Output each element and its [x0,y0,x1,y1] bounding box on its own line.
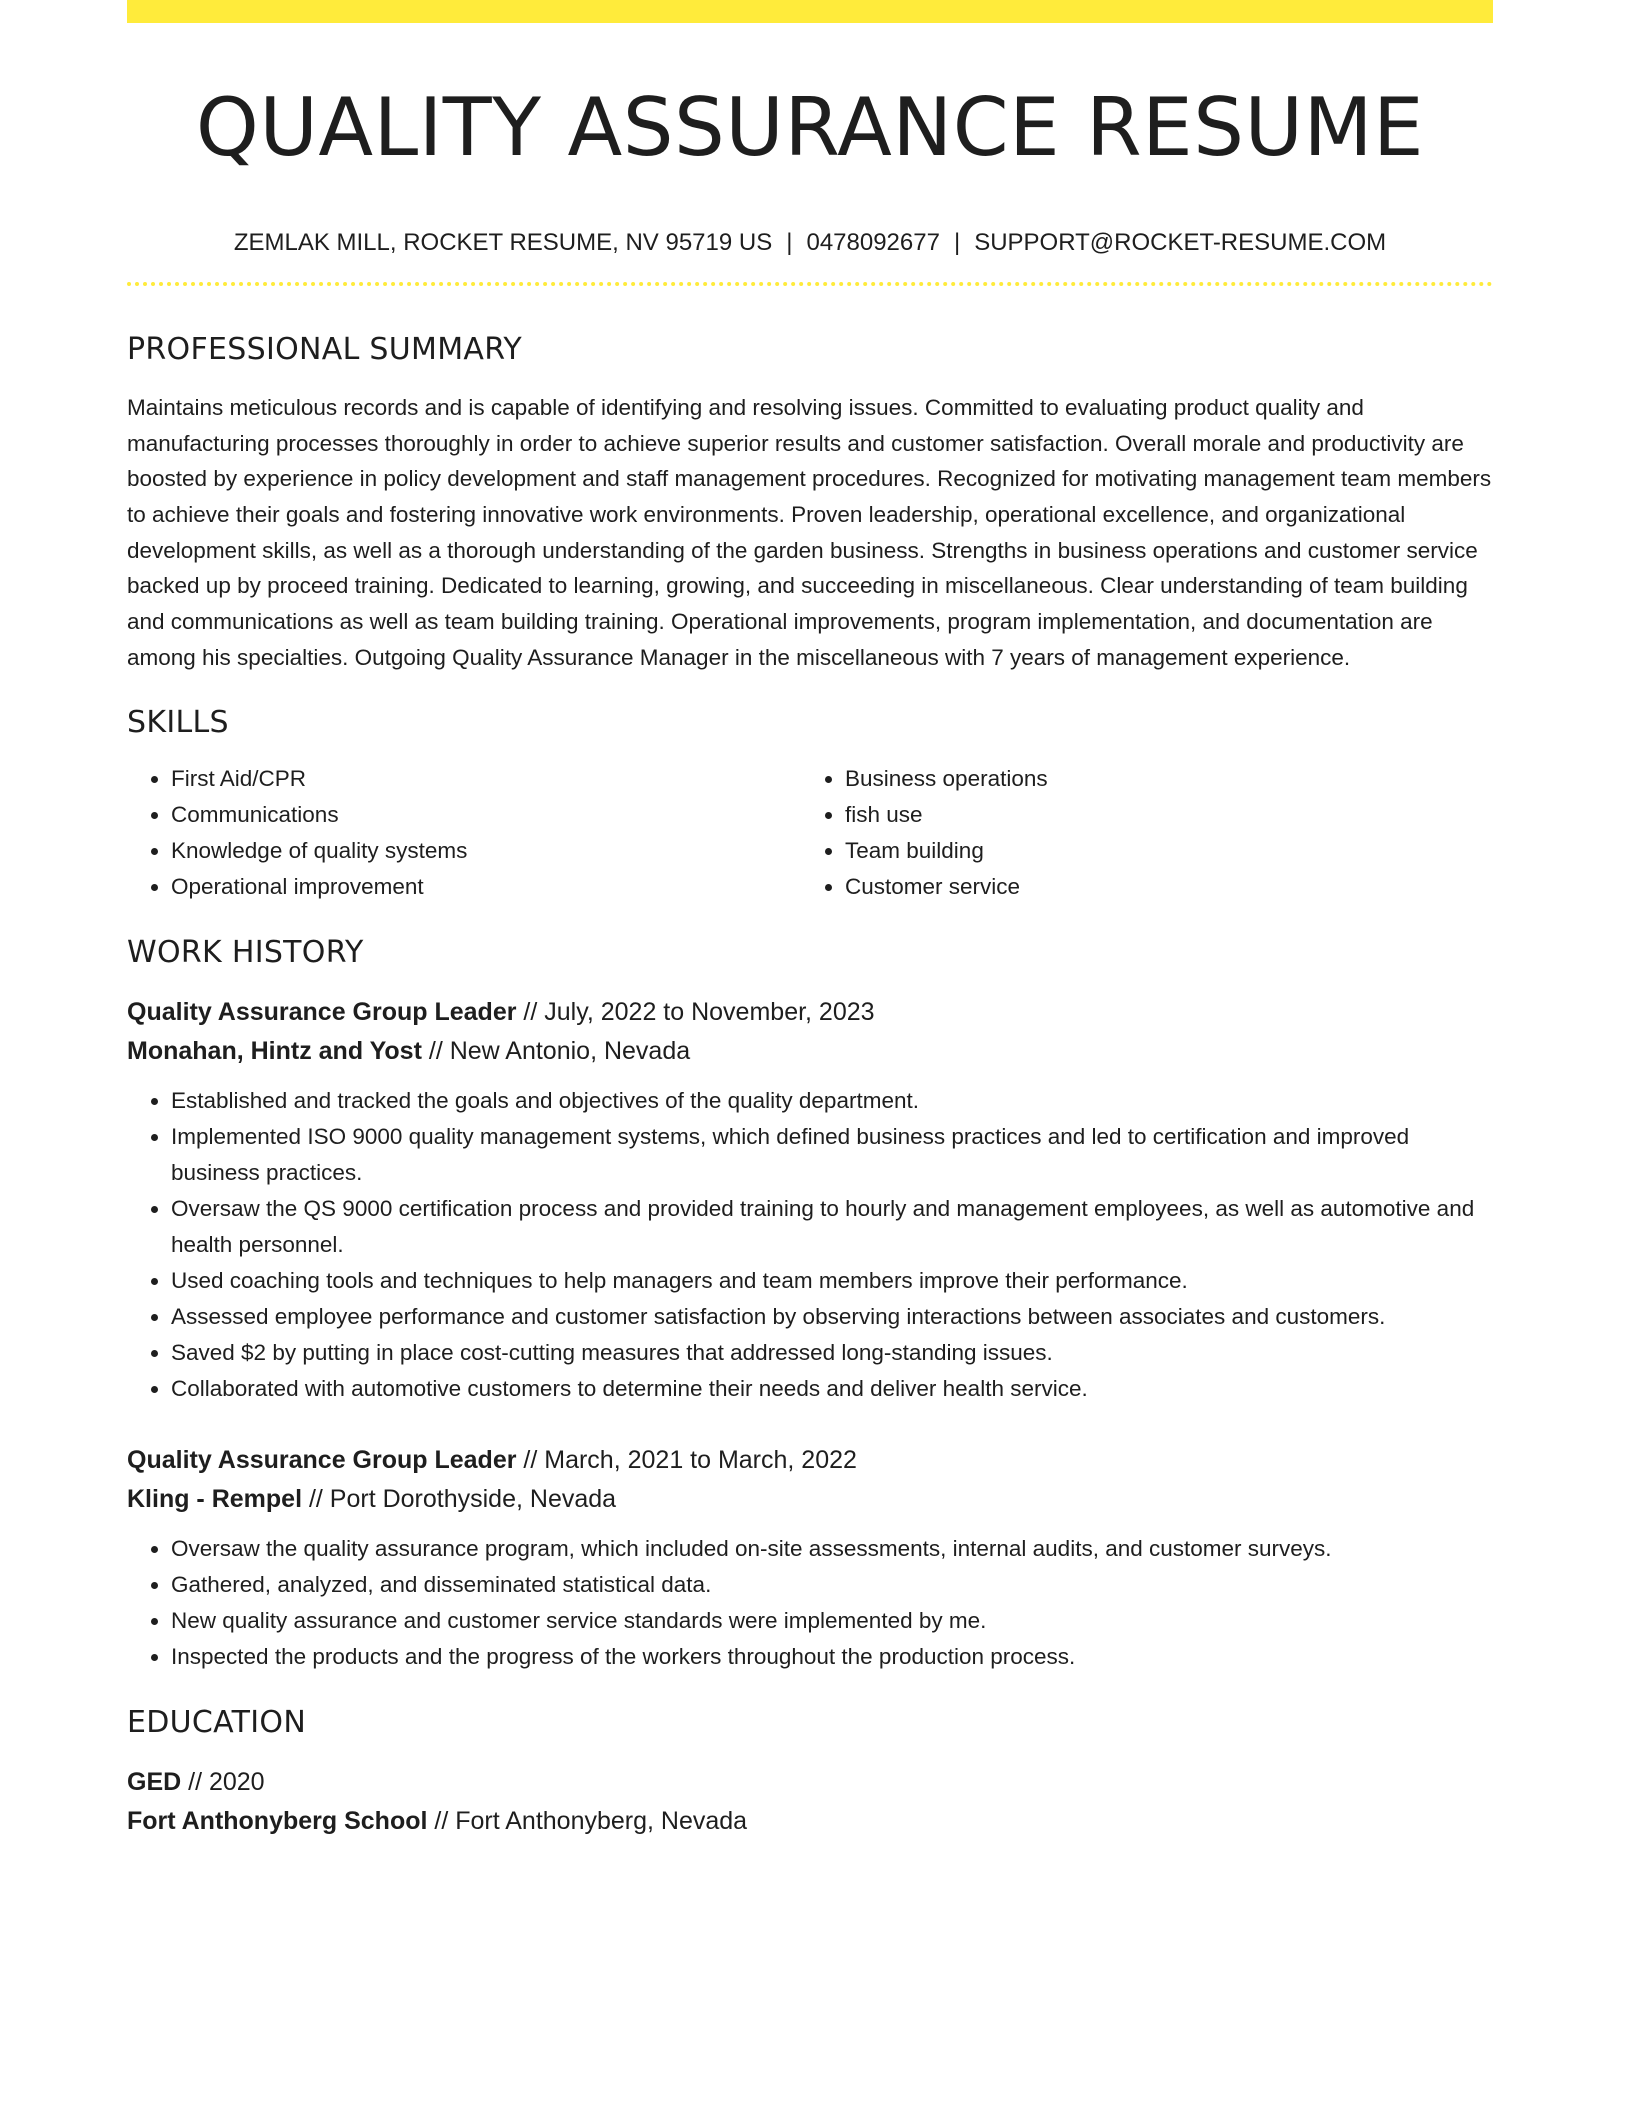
job-title: Quality Assurance Group Leader [127,1446,517,1475]
skill-item: • Operational improvement [171,869,801,905]
skills-list-left [127,761,801,905]
job-bullet: • New quality assurance and customer service standards were implemented by me. [171,1603,1493,1639]
section-heading-education: EDUCATION [127,1705,307,1741]
job-location: // Port Dorothyside, Nevada [302,1485,617,1514]
summary-text: Maintains meticulous records and is capable of identifying and resolving issues. Committed to evaluating product quality and manufacturing processes thoroughly in order to achieve superior results and customer satisfaction. Overall morale and productivity are boosted by experience in policy development and staff management procedures. Recognized for motivating management team members to achieve their goals and fostering innovative work environments. Proven leadership, operational excellence, and organizational development skills, as well as a thorough understanding of the garden business. Strengths in business operations and customer service backed up by proceed training. Dedicated to learning, growing, and succeeding in miscellaneous. Clear understanding of team building and communications as well as team building training. Operational improvements, program implementation, and documentation are among his specialties. Outgoing Quality Assurance Manager in the miscellaneous with 7 years of management experience. [127,394,1492,670]
skill-item: • Customer service [845,869,1475,905]
job-bullet: • Gathered, analyzed, and disseminated statistical data. [171,1567,1493,1603]
dotted-divider [127,282,1493,286]
job-bullet: • Saved $2 by putting in place cost-cutting measures that addressed long-standing issues. [171,1335,1493,1371]
education-school-line [127,1802,1493,1841]
skill-item: • fish use [845,797,1475,833]
job-company-line [127,1032,1493,1071]
job-bullet: • Used coaching tools and techniques to help managers and team members improve their performance. [171,1263,1493,1299]
education-degree-line [127,1763,1493,1802]
contact-separator: | [953,229,961,256]
job-dates: // July, 2022 to November, 2023 [516,998,875,1027]
job-bullet: • Collaborated with automotive customers to determine their needs and deliver health service. [171,1371,1493,1407]
job-bullet: • Established and tracked the goals and objectives of the quality department. [171,1083,1493,1119]
contact-phone: 0478092677 [806,229,940,256]
skills-list-right [801,761,1475,905]
job-bullets [127,1531,1493,1675]
skill-item: • Business operations [845,761,1475,797]
skill-item: • Knowledge of quality systems [171,833,801,869]
skill-item: • Team building [845,833,1475,869]
skills-columns [127,761,1493,905]
accent-bar [127,0,1493,23]
contact-address: ZEMLAK MILL, ROCKET RESUME, NV 95719 US [233,229,773,256]
job-bullet: • Implemented ISO 9000 quality management systems, which defined business practices and led to certification and improved business practices. [171,1119,1493,1191]
job-company-line [127,1480,1493,1519]
job-title-line [127,1441,1493,1480]
resume-page [127,0,1493,1841]
job-title: Quality Assurance Group Leader [127,998,517,1027]
job-title-line [127,993,1493,1032]
education-degree: GED [127,1768,182,1797]
contact-email: SUPPORT@ROCKET-RESUME.COM [974,229,1387,256]
section-heading-work-history: WORK HISTORY [127,935,364,971]
education-year: // 2020 [181,1768,265,1797]
education-location: // Fort Anthonyberg, Nevada [427,1807,748,1836]
job-dates: // March, 2021 to March, 2022 [516,1446,857,1475]
job-bullet: • Assessed employee performance and customer satisfaction by observing interactions between associates and customers. [171,1299,1493,1335]
job-company: Monahan, Hintz and Yost [127,1037,422,1066]
education-school: Fort Anthonyberg School [127,1807,428,1836]
job-bullet: • Oversaw the quality assurance program, which included on-site assessments, internal audits, and customer surveys. [171,1531,1493,1567]
section-heading-skills: SKILLS [127,705,229,741]
job-company: Kling - Rempel [127,1485,303,1514]
resume-title: QUALITY ASSURANCE RESUME [195,81,1425,174]
skill-item: • Communications [171,797,801,833]
job-location: // New Antonio, Nevada [421,1037,691,1066]
skill-item: • First Aid/CPR [171,761,801,797]
job-bullets [127,1083,1493,1407]
job-bullet: • Inspected the products and the progress of the workers throughout the production process. [171,1639,1493,1675]
section-heading-summary: PROFESSIONAL SUMMARY [127,331,523,367]
contact-separator: | [786,229,793,256]
job-bullet: • Oversaw the QS 9000 certification process and provided training to hourly and management employees, as well as automotive and health personnel. [171,1191,1493,1263]
contact-line [127,229,1493,258]
